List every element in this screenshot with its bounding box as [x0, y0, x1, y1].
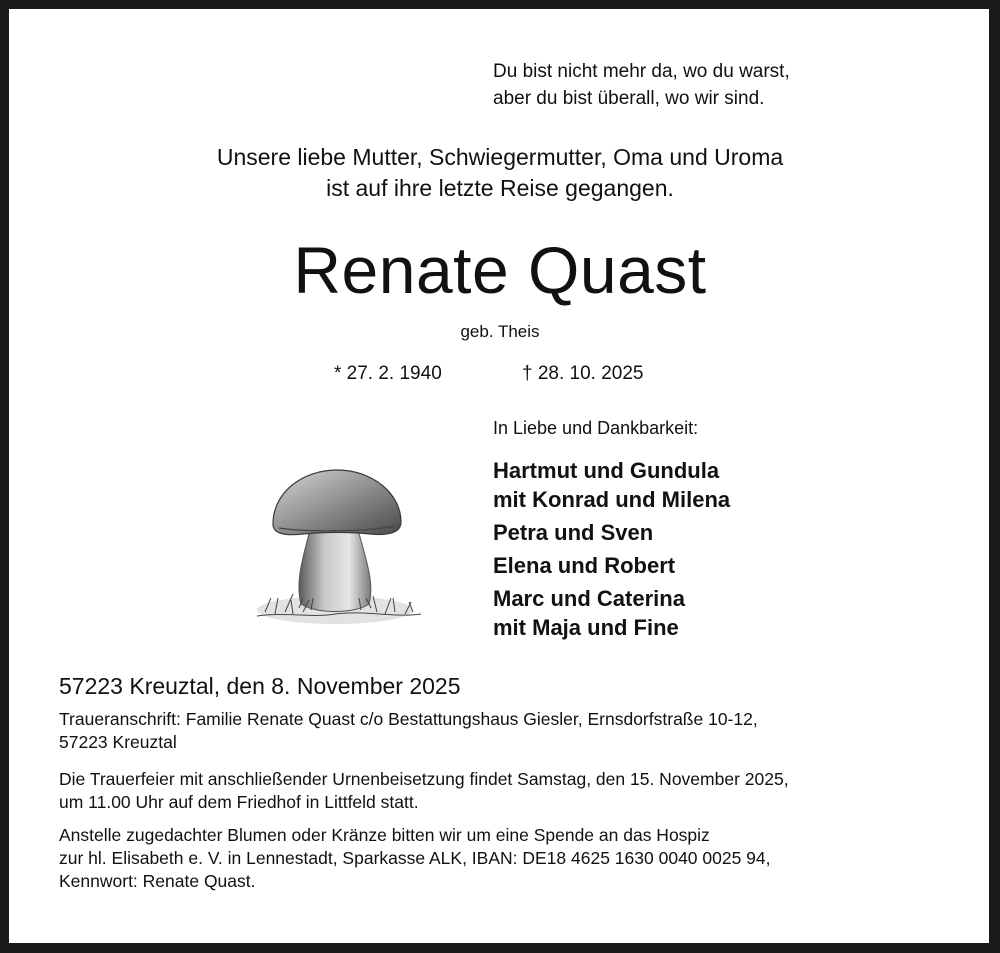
ceremony-line-1: Die Trauerfeier mit anschließender Urnenbeisetzung findet Samstag, den 15. November 2025,	[59, 769, 789, 789]
mourner-line: Petra und Sven	[493, 520, 654, 545]
birth-date: * 27. 2. 1940	[334, 363, 442, 384]
mourner-line: mit Konrad und Milena	[493, 487, 731, 512]
address-line-2: 57223 Kreuztal	[59, 732, 177, 752]
mourner-group	[493, 456, 730, 514]
quote-line-1: Du bist nicht mehr da, wo du warst,	[493, 61, 790, 82]
ceremony-info	[59, 768, 939, 814]
mourner-group	[493, 518, 730, 547]
intro-line-2: ist auf ihre letzte Reise gegangen.	[326, 175, 674, 201]
ceremony-line-2: um 11.00 Uhr auf dem Friedhof in Littfeld statt.	[59, 792, 419, 812]
mourner-group	[493, 584, 730, 642]
mourners-intro: In Liebe und Dankbarkeit:	[493, 418, 699, 438]
mourner-group	[493, 551, 730, 580]
mushroom-illustration	[245, 462, 425, 642]
donation-line-1: Anstelle zugedachter Blumen oder Kränze bitten wir um eine Spende an das Hospiz	[59, 825, 710, 845]
death-date: † 28. 10. 2025	[522, 363, 644, 384]
intro-line-1: Unsere liebe Mutter, Schwiegermutter, Oma und Uroma	[216, 144, 784, 170]
mourning-address	[59, 708, 939, 754]
intro-text	[0, 142, 1000, 204]
place-and-date: 57223 Kreuztal, den 8. November 2025	[59, 673, 461, 699]
memorial-quote	[493, 58, 790, 112]
quote-line-2: aber du bist überall, wo wir sind.	[493, 88, 765, 109]
mourner-line: mit Maja und Fine	[493, 615, 679, 640]
donation-request	[59, 824, 939, 893]
mourner-line: Hartmut und Gundula	[493, 458, 720, 483]
born-name: geb. Theis	[460, 322, 540, 341]
mushroom-stem	[299, 526, 371, 612]
mushroom-cap	[273, 470, 401, 535]
mourners-list	[493, 456, 730, 646]
donation-line-2: zur hl. Elisabeth e. V. in Lennestadt, Sparkasse ALK, IBAN: DE18 4625 1630 0040 0025 94,	[59, 848, 771, 868]
donation-line-3: Kennwort: Renate Quast.	[59, 871, 256, 891]
mourner-line: Elena und Robert	[493, 553, 676, 578]
address-line-1: Traueranschrift: Familie Renate Quast c/o Bestattungshaus Giesler, Ernsdorfstraße 10-12,	[59, 709, 758, 729]
mourner-line: Marc und Caterina	[493, 586, 685, 611]
deceased-name: Renate Quast	[293, 233, 707, 307]
